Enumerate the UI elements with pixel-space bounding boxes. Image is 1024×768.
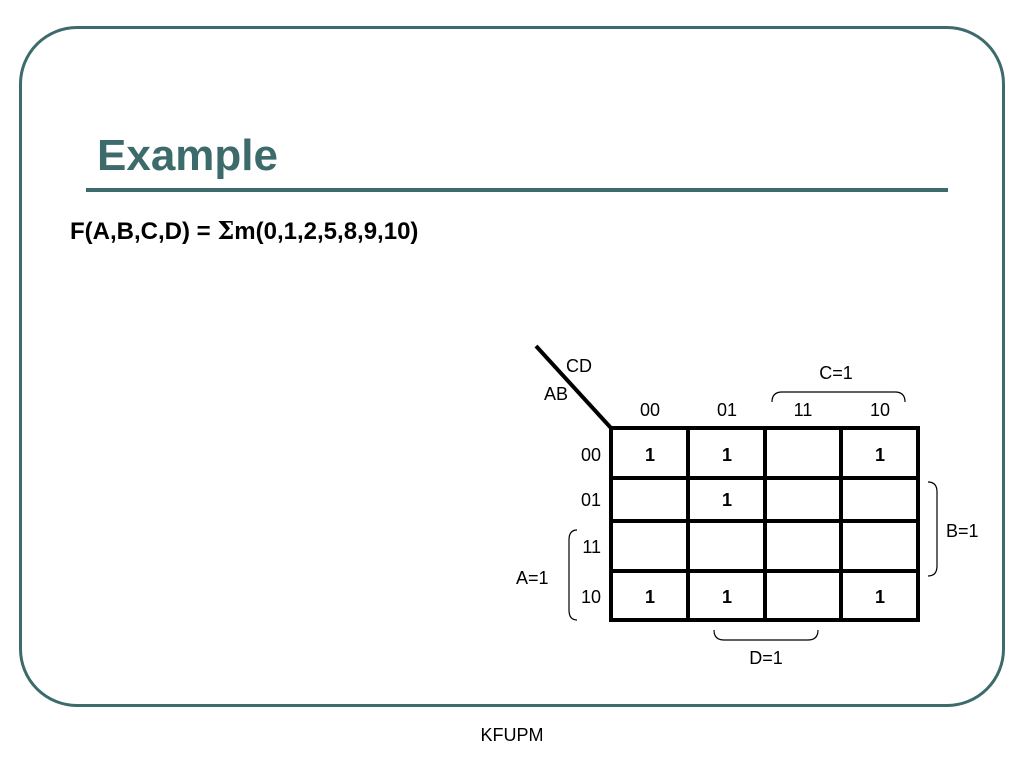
group-label-d: D=1: [749, 648, 783, 668]
kmap-cell: 1: [644, 445, 656, 465]
sigma-symbol: Σ: [217, 216, 235, 245]
col-header: 01: [716, 400, 738, 420]
group-label-a: A=1: [516, 568, 549, 588]
row-header: 11: [582, 537, 601, 557]
slide-title: Example: [97, 131, 278, 180]
col-header: 10: [869, 400, 891, 420]
kmap-cell: 1: [874, 445, 886, 465]
col-header: 11: [793, 400, 813, 420]
col-header: 00: [639, 400, 661, 420]
kmap-cell: 1: [721, 490, 733, 510]
group-bracket-b: [928, 482, 937, 576]
footer-label: KFUPM: [480, 725, 544, 745]
kmap-cell: 1: [721, 445, 733, 465]
kmap-cell: 1: [644, 587, 656, 607]
group-label-b: B=1: [946, 521, 979, 541]
minterm-list: m(0,1,2,5,8,9,10): [234, 218, 419, 245]
row-header: 10: [580, 587, 601, 607]
group-label-c: C=1: [819, 363, 853, 383]
row-header: 00: [580, 445, 601, 465]
group-bracket-a: [569, 530, 577, 620]
function-prefix: F(A,B,C,D) =: [70, 218, 218, 245]
kmap-cell: 1: [721, 587, 733, 607]
corner-label-cd: CD: [566, 356, 592, 376]
group-bracket-d: [714, 630, 818, 640]
row-header: 01: [580, 490, 601, 510]
corner-label-ab: AB: [544, 384, 569, 404]
kmap-cell: 1: [874, 587, 886, 607]
